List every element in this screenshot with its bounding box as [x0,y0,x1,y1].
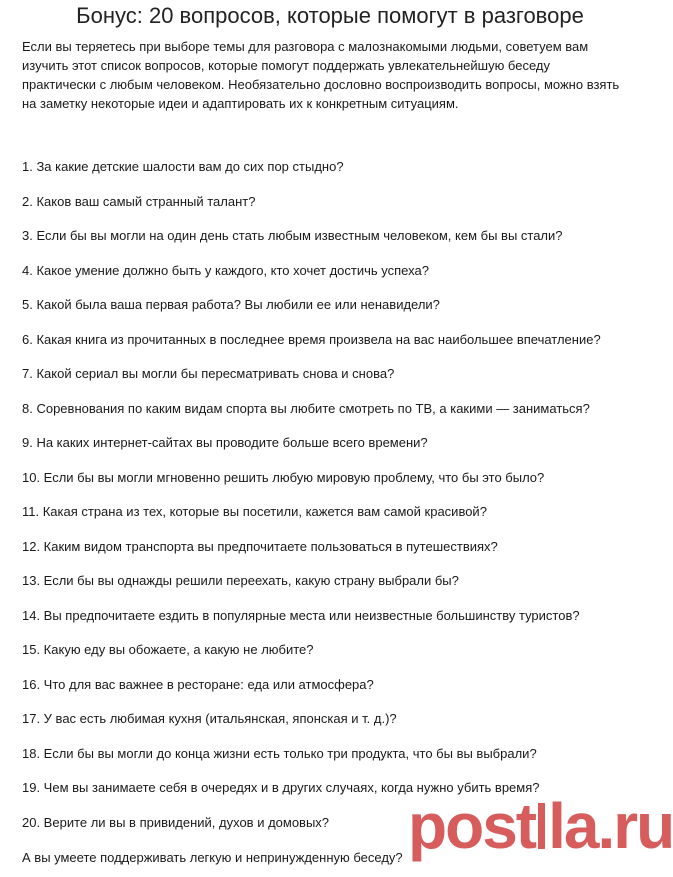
question-item: 16. Что для вас важнее в ресторане: еда или атмосфера? [22,676,374,692]
question-item: 3. Если бы вы могли на один день стать любым известным человеком, кем бы вы стали? [22,228,563,243]
question-item: 13. Если бы вы однажды решили переехать, какую страну выбрали бы? [22,573,459,588]
question-item: 18. Если бы вы могли до конца жизни есть только три продукта, что бы вы выбрали? [22,745,537,761]
page-title: Бонус: 20 вопросов, которые помогут в разговоре [76,3,584,28]
question-item: 11. Какая страна из тех, которые вы посетили, кажется вам самой красивой? [22,504,487,519]
closing-question: А вы умеете поддерживать легкую и непринужденную беседу? [22,850,403,865]
question-item: 12. Каким видом транспорта вы предпочитаете пользоваться в путешествиях? [22,538,498,554]
question-item: 7. Какой сериал вы могли бы пересматривать снова и снова? [22,366,395,381]
question-item: 4. Какое умение должно быть у каждого, кто хочет достичь успеха? [22,262,429,278]
question-item: 10. Если бы вы могли мгновенно решить любую мировую проблему, что бы это было? [22,469,545,485]
question-item: 2. Каков ваш самый странный талант? [22,193,256,209]
watermark-bar-icon [538,803,545,849]
question-item: 17. У вас есть любимая кухня (итальянская, японская и т. д.)? [22,711,397,726]
question-item: 1. За какие детские шалости вам до сих пор стыдно? [22,159,344,174]
watermark-text-start: post [408,790,536,862]
question-item: 6. Какая книга из прочитанных в последнее время произвела на вас наибольшее впечатление? [22,331,601,347]
question-item: 14. Вы предпочитаете ездить в популярные места или неизвестные большинству туристов? [22,607,580,623]
question-item: 19. Чем вы занимаете себя в очередях и в других случаях, когда нужно убить время? [22,780,540,795]
question-item: 5. Какой была ваша первая работа? Вы любили ее или ненавидели? [22,297,440,312]
question-item: 9. На каких интернет-сайтах вы проводите больше всего времени? [22,435,428,450]
question-item: 15. Какую еду вы обожаете, а какую не любите? [22,642,314,657]
questions-list [22,157,642,847]
watermark-text-end: la.ru [548,790,673,862]
intro-paragraph: Если вы теряетесь при выборе темы для разговора с малознакомыми людьми, советуем вам изучить этот список вопросов, которые помогут поддержать увлекательнейшую беседу практически с любым человеком. Необязательно дословно воспроизводить вопросы, можно взять на заметку некоторые идеи и адаптировать их к конкретным ситуациям. [22,39,620,111]
question-item: 20. Верите ли вы в привидений, духов и домовых? [22,814,330,830]
question-item: 8. Соревнования по каким видам спорта вы любите смотреть по ТВ, а какими — заниматься? [22,400,590,416]
postila-watermark-logo [408,786,673,866]
